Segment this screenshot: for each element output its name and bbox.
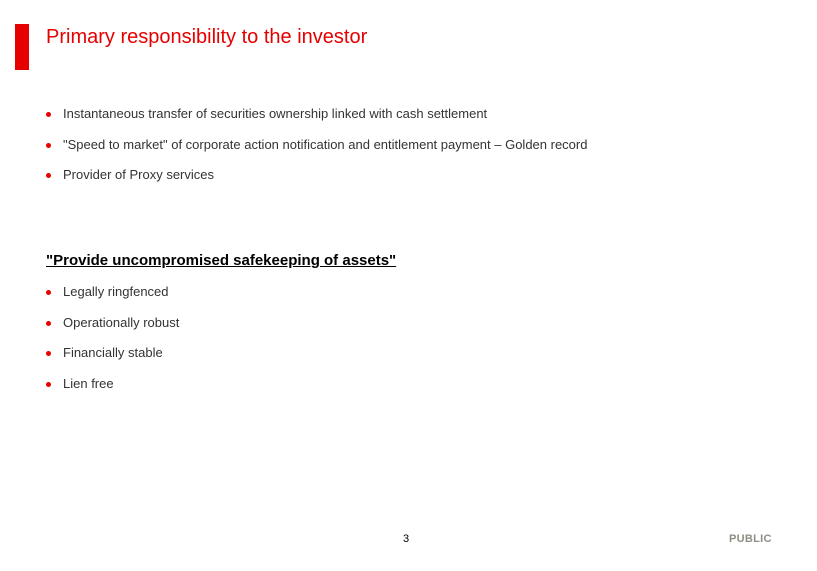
title-accent-bar: [15, 24, 29, 70]
list-item: [46, 315, 179, 331]
bullet-text: Provider of Proxy services: [63, 167, 214, 182]
section-heading-safekeeping: "Provide uncompromised safekeeping of assets": [46, 252, 397, 269]
bullet-list-safekeeping: [46, 284, 179, 392]
bullet-icon: [46, 290, 51, 295]
bullet-icon: [46, 143, 51, 148]
bullet-icon: [46, 382, 51, 387]
list-item: [46, 376, 179, 392]
bullet-icon: [46, 321, 51, 326]
classification-label: PUBLIC: [729, 533, 772, 545]
bullet-text: Instantaneous transfer of securities ownership linked with cash settlement: [63, 106, 488, 121]
list-item: [46, 167, 587, 183]
bullet-icon: [46, 173, 51, 178]
list-item: [46, 345, 179, 361]
bullet-text: "Speed to market" of corporate action notification and entitlement payment – Golden record: [63, 136, 588, 152]
list-item: [46, 137, 587, 153]
bullet-icon: [46, 112, 51, 117]
list-item: [46, 106, 587, 122]
bullet-text: Financially stable: [63, 345, 163, 360]
bullet-list-responsibilities: [46, 106, 587, 183]
bullet-text: Legally ringfenced: [63, 284, 169, 299]
bullet-icon: [46, 351, 51, 356]
slide-title: Primary responsibility to the investor: [46, 26, 368, 48]
list-item: [46, 284, 179, 300]
bullet-text: Lien free: [63, 375, 114, 391]
page-number: 3: [403, 533, 410, 545]
bullet-text: Operationally robust: [63, 314, 180, 330]
